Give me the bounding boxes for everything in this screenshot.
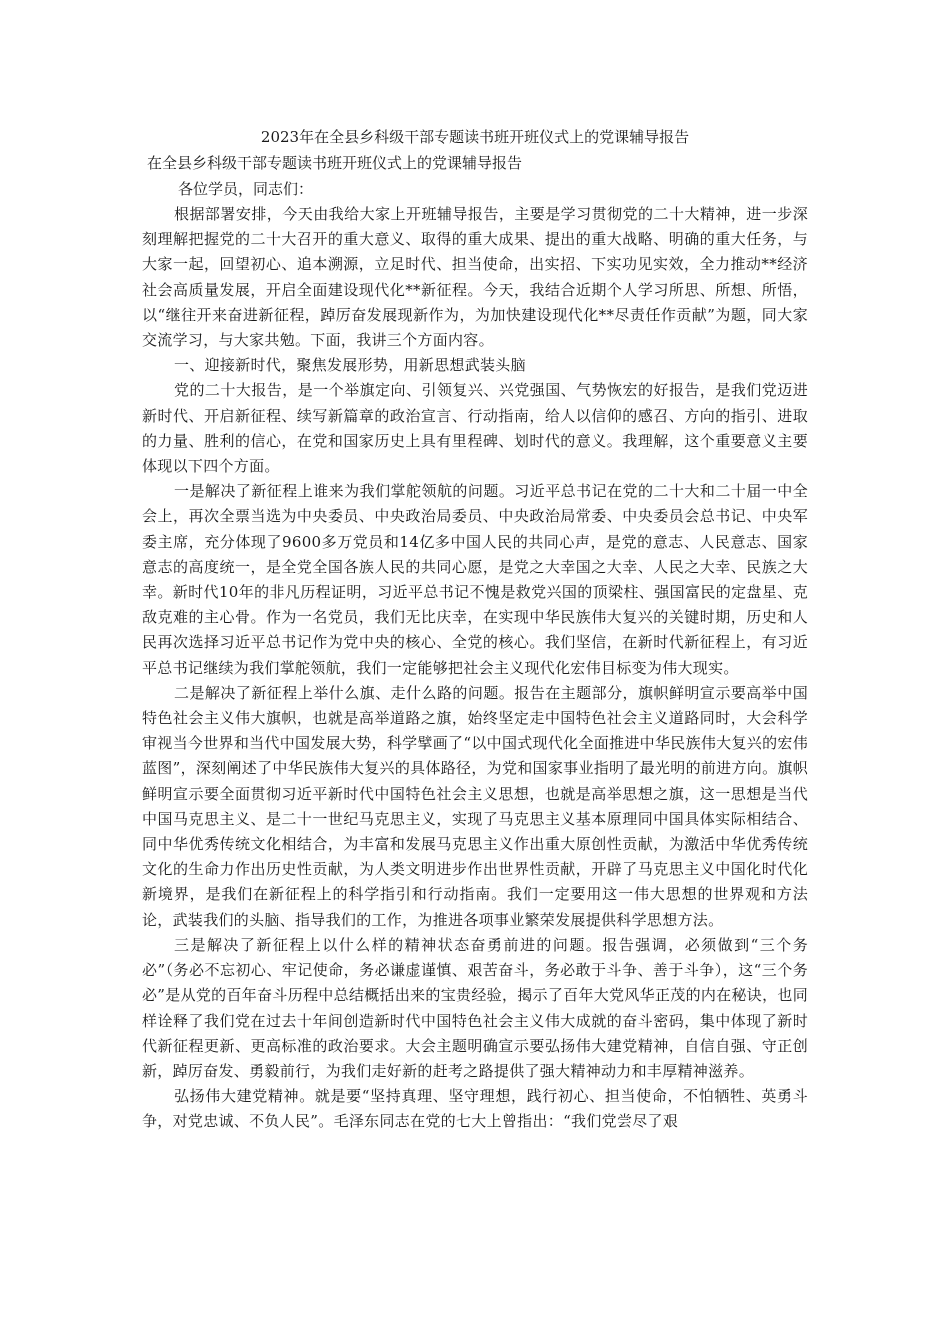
paragraph-party-spirit: 弘扬伟大建党精神。就是要“坚持真理、坚守理想，践行初心、担当使命，不怕牺牲、英勇斗争，对党忠诚、不负人民”。毛泽东同志在党的七大上曾指出：“我们党尝尽了艰 xyxy=(142,1087,808,1131)
paragraph-point-one: 一是解决了新征程上谁来为我们掌舵领航的问题。习近平总书记在党的二十大和二十届一中全会上，再次全票当选为中央委员、中央政治局委员、中央政治局常委、中央委员会总书记、中央军委主席，充分体现了9600多万党员和14亿多中国人民的共同心声，是党的意志、人民意志、国家意志的高度统一，是全党全国各族人民的共同心愿，是党之大幸国之大幸、人民之大幸、民族之大幸。新时代10年的非凡历程证明，习近平总书记不愧是救党兴国的顶梁柱、强国富民的定盘星、克敌克难的主心骨。作为一名党员，我们无比庆幸，在实现中华民族伟大复兴的关键时期，历史和人民再次选择习近平总书记作为党中央的核心、全党的核心。我们坚信，在新时代新征程上，有习近平总书记继续为我们掌舵领航，我们一定能够把社会主义现代化宏伟目标变为伟大现实。 xyxy=(142,482,808,677)
section-heading-1: 一、迎接新时代，聚焦发展形势，用新思想武装头脑 xyxy=(174,356,526,375)
salutation: 各位学员，同志们： xyxy=(178,180,314,198)
document-title: 2023年在全县乡科级干部专题读书班开班仪式上的党课辅导报告 xyxy=(260,128,690,146)
paragraph-intro: 根据部署安排，今天由我给大家上开班辅导报告，主要是学习贯彻党的二十大精神，进一步深刻理解把握党的二十大召开的重大意义、取得的重大成果、提出的重大战略、明确的重大任务，与大家一起，回望初心、追本溯源，立足时代、担当使命，出实招、下实功见实效，全力推动**经济社会高质量发展，开启全面建设现代化**新征程。今天，我结合近期个人学习所思、所想、所悟，以“继往开来奋进新征程，踔厉奋发展现新作为，为加快建设现代化**尽责任作贡献”为题，同大家交流学习，与大家共勉。下面，我讲三个方面内容。 xyxy=(142,205,808,350)
document-page xyxy=(142,124,808,1135)
paragraph-report-significance: 党的二十大报告，是一个举旗定向、引领复兴、兴党强国、气势恢宏的好报告，是我们党迈进新时代、开启新征程、续写新篇章的政治宣言、行动指南，给人以信仰的感召、方向的指引、进取的力量、胜利的信心，在党和国家历史上具有里程碑、划时代的意义。我理解，这个重要意义主要体现以下四个方面。 xyxy=(142,381,808,476)
document-subtitle: 在全县乡科级干部专题读书班开班仪式上的党课辅导报告 xyxy=(147,154,523,172)
paragraph-point-three: 三是解决了新征程上以什么样的精神状态奋勇前进的问题。报告强调，必须做到“三个务必”（务必不忘初心、牢记使命，务必谦虚谨慎、艰苦奋斗，务必敢于斗争、善于斗争），这“三个务必”是从党的百年奋斗历程中总结概括出来的宝贵经验，揭示了百年大党风华正茂的内在秘诀，也同样诠释了我们党在过去十年间创造新时代中国特色社会主义伟大成就的奋斗密码，集中体现了新时代新征程更新、更高标准的政治要求。大会主题明确宣示要弘扬伟大建党精神，自信自强、守正创新，踔厉奋发、勇毅前行，为我们走好新的赶考之路提供了强大精神动力和丰厚精神滋养。 xyxy=(142,935,808,1080)
paragraph-point-two: 二是解决了新征程上举什么旗、走什么路的问题。报告在主题部分，旗帜鲜明宣示要高举中国特色社会主义伟大旗帜，也就是高举道路之旗，始终坚定走中国特色社会主义道路同时，大会科学审视当今世界和当代中国发展大势，科学擘画了“以中国式现代化全面推进中华民族伟大复兴的宏伟蓝图”，深刻阐述了中华民族伟大复兴的具体路径，为党和国家事业指明了最光明的前进方向。旗帜鲜明宣示要全面贯彻习近平新时代中国特色社会主义思想，也就是高举思想之旗，这一思想是当代中国马克思主义、是二十一世纪马克思主义，实现了马克思主义基本原理同中国具体实际相结合、同中华优秀传统文化相结合，为丰富和发展马克思主义作出重大原创性贡献，为激活中华优秀传统文化的生命力作出历史性贡献，为人类文明进步作出世界性贡献，开辟了马克思主义中国化时代化新境界，是我们在新征程上的科学指引和行动指南。我们一定要用这一伟大思想的世界观和方法论，武装我们的头脑、指导我们的工作，为推进各项事业繁荣发展提供科学思想方法。 xyxy=(142,683,808,929)
